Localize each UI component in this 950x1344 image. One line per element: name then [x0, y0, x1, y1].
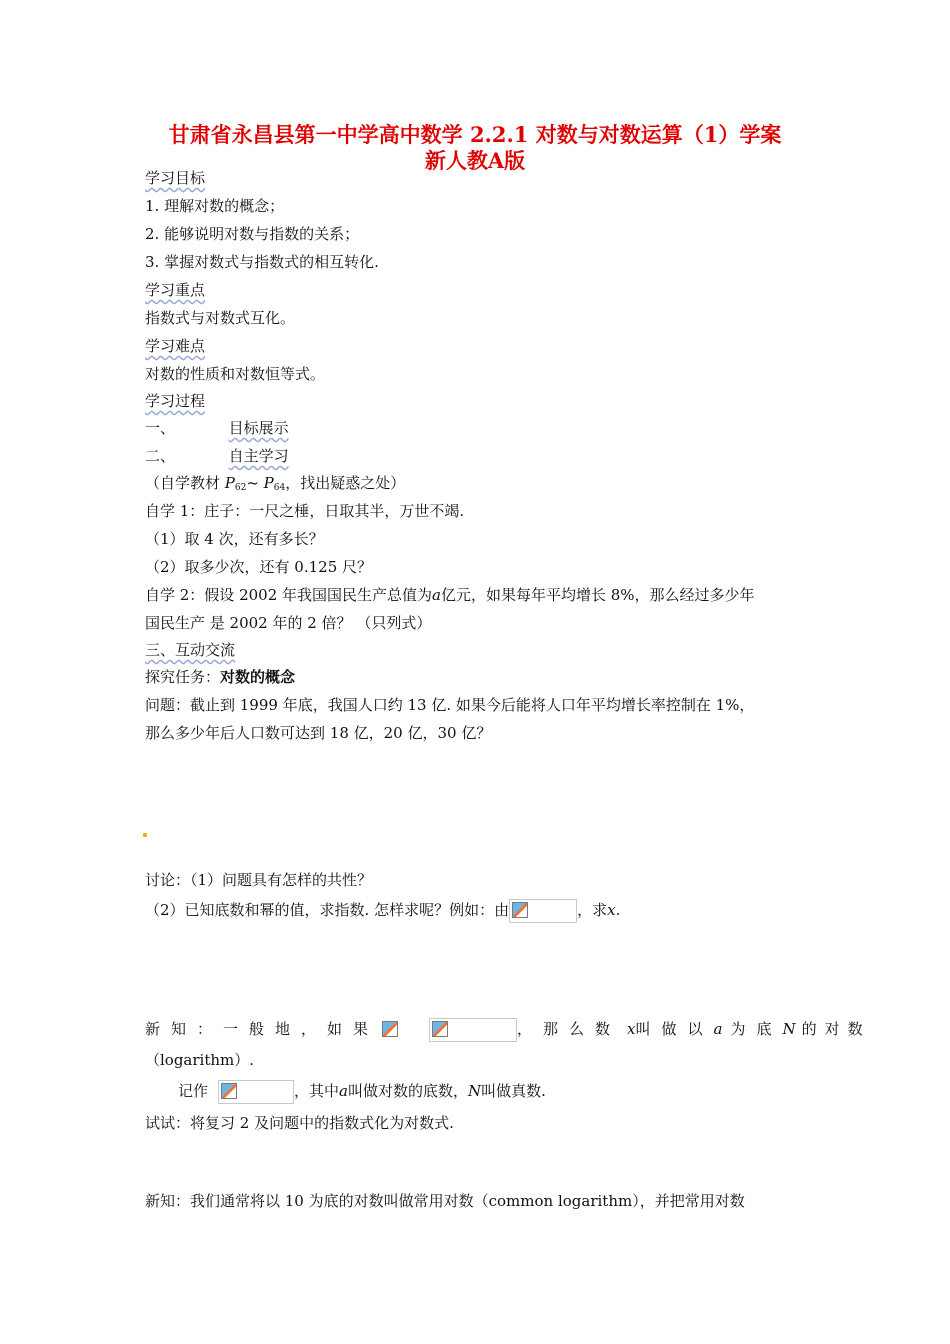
step2-label: 自主学习 — [228, 447, 289, 465]
condition-image-1 — [379, 1018, 429, 1042]
objectives-heading: 学习目标 — [145, 169, 206, 187]
page-start: 62 — [234, 483, 247, 493]
condition-image-2 — [429, 1018, 517, 1042]
variable-n: N — [782, 1020, 796, 1038]
objective-item-1: 1. 理解对数的概念； — [145, 197, 285, 215]
discussion-suffix: ，求 — [577, 901, 608, 919]
task-prefix: 探究任务： — [145, 668, 221, 686]
broken-image-icon — [382, 1021, 398, 1037]
discussion-end: . — [615, 901, 621, 919]
difficulty-text: 对数的性质和对数恒等式。 — [145, 365, 326, 383]
step1-number: 一、 — [145, 419, 176, 437]
new-knowledge-prefix: 新知：一般地，如果 — [145, 1020, 380, 1038]
variable-a: a — [713, 1020, 723, 1038]
textbook-suffix: ，找出疑惑之处） — [285, 474, 406, 492]
discussion-line2 — [145, 899, 620, 923]
log-notation-image — [218, 1080, 294, 1104]
objective-item-2: 2. 能够说明对数与指数的关系； — [145, 225, 360, 243]
step3-heading: 三、互动交流 — [145, 641, 236, 659]
notation-prefix: 记作 — [178, 1082, 209, 1100]
objective-item-3: 3. 掌握对数式与指数式的相互转化. — [145, 253, 379, 271]
variable-x: x — [607, 901, 616, 919]
key-point-heading: 学习重点 — [145, 281, 206, 299]
broken-image-icon — [221, 1083, 237, 1099]
equation-image-placeholder — [509, 899, 577, 923]
stray-mark — [143, 833, 147, 837]
new-knowledge-mid: ，那么数 — [517, 1020, 622, 1038]
new-knowledge-base: 为底 — [730, 1020, 783, 1038]
variable-a: a — [339, 1082, 348, 1100]
notation-mid1: ，其中 — [294, 1082, 340, 1100]
broken-image-icon — [432, 1021, 448, 1037]
problem-line2: 那么多少年后人口数可达到 18 亿，20 亿，30 亿？ — [145, 724, 492, 742]
document-title-line2: 新人教A版 — [424, 148, 526, 173]
discussion-prefix: （2）已知底数和幂的值，求指数. 怎样求呢？例如：由 — [145, 901, 510, 919]
page-symbol-2: P — [263, 474, 274, 492]
task-title: 对数的概念 — [220, 668, 296, 686]
broken-image-icon — [512, 902, 528, 918]
new-knowledge-line2: （logarithm）. — [145, 1051, 255, 1069]
variable-n: N — [468, 1082, 482, 1100]
problem-line1: 问题：截止到 1999 年底，我国人口约 13 亿. 如果今后能将人口年平均增长率控制在 1%， — [145, 696, 755, 714]
variable-a: a — [432, 586, 441, 604]
self-study-1-q2: （2）取多少次，还有 0.125 尺？ — [145, 558, 373, 576]
self-study-1: 自学 1：庄子：一尺之棰，日取其半，万世不竭. — [145, 502, 465, 520]
textbook-prefix: （自学教材 — [145, 474, 225, 492]
self-study-2-suffix: 亿元，如果每年平均增长 8%，那么经过多少年 — [440, 586, 755, 604]
page-end: 64 — [273, 483, 286, 493]
self-study-1-q1: （1）取 4 次，还有多长？ — [145, 530, 324, 548]
textbook-range — [145, 473, 405, 498]
process-heading: 学习过程 — [145, 392, 206, 410]
notation-end: 叫做真数. — [481, 1082, 546, 1100]
discussion-line1: 讨论：（1）问题具有怎样的共性？ — [145, 871, 373, 889]
difficulty-heading: 学习难点 — [145, 337, 206, 355]
document-title-line1: 甘肃省永昌县第一中学高中数学 2.2.1 对数与对数运算（1）学案 — [168, 122, 782, 147]
step1-label: 目标展示 — [228, 419, 289, 437]
new-knowledge-end: 的对数 — [801, 1020, 871, 1038]
task-line — [145, 667, 295, 687]
notation-mid2: 叫做对数的底数， — [347, 1082, 468, 1100]
key-point-text: 指数式与对数式互化。 — [145, 309, 296, 327]
self-study-2-line2: 国民生产 是 2002 年的 2 倍？ （只列式） — [145, 614, 432, 632]
range-tilde: ~ — [246, 474, 264, 492]
variable-x: x — [627, 1020, 636, 1038]
common-log-line: 新知：我们通常将以 10 为底的对数叫做常用对数（common logarithm），并把常用对数 — [145, 1192, 745, 1210]
new-knowledge-line1 — [145, 1018, 871, 1042]
new-knowledge-called: 叫做以 — [635, 1020, 714, 1038]
step2-row — [145, 446, 289, 466]
self-study-2-prefix: 自学 2：假设 2002 年我国国民生产总值为 — [145, 586, 433, 604]
try-it-line: 试试：将复习 2 及问题中的指数式化为对数式. — [145, 1114, 454, 1132]
notation-line — [178, 1080, 546, 1104]
self-study-2-line1 — [145, 585, 755, 605]
step2-number: 二、 — [145, 447, 176, 465]
page-symbol-1: P — [224, 474, 235, 492]
step1-row — [145, 418, 289, 438]
